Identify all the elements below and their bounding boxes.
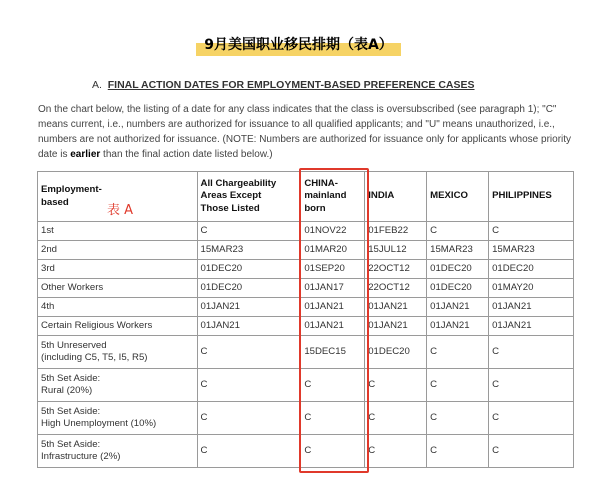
date-cell: 01JAN21 bbox=[427, 317, 489, 336]
date-cell: 01DEC20 bbox=[489, 260, 574, 279]
table-row bbox=[38, 222, 574, 241]
date-cell: 15DEC15 bbox=[301, 336, 365, 369]
date-cell: 01DEC20 bbox=[197, 260, 301, 279]
table-row bbox=[38, 435, 574, 468]
page-title-wrap bbox=[0, 32, 597, 56]
row-category-cell: 5th Set Aside: Rural (20%) bbox=[38, 369, 198, 402]
table-row bbox=[38, 336, 574, 369]
date-cell: 15MAR23 bbox=[489, 241, 574, 260]
row-category-cell: Certain Religious Workers bbox=[38, 317, 198, 336]
date-cell: 01DEC20 bbox=[365, 336, 427, 369]
table-row bbox=[38, 402, 574, 435]
date-cell: C bbox=[489, 222, 574, 241]
section-heading bbox=[92, 79, 475, 91]
date-cell: 01JAN21 bbox=[197, 298, 301, 317]
date-cell: C bbox=[197, 336, 301, 369]
row-category-cell: 1st bbox=[38, 222, 198, 241]
row-category-cell: 5th Unreserved (including C5, T5, I5, R5) bbox=[38, 336, 198, 369]
date-cell: C bbox=[365, 369, 427, 402]
date-cell: C bbox=[427, 336, 489, 369]
section-heading-text: FINAL ACTION DATES FOR EMPLOYMENT-BASED PREFERENCE CASES bbox=[107, 79, 475, 91]
column-header: INDIA bbox=[365, 172, 427, 222]
row-category-cell: 4th bbox=[38, 298, 198, 317]
row-category-cell: 5th Set Aside: High Unemployment (10%) bbox=[38, 402, 198, 435]
date-cell: 22OCT12 bbox=[365, 260, 427, 279]
row-category-cell: Other Workers bbox=[38, 279, 198, 298]
date-cell: C bbox=[427, 435, 489, 468]
date-cell: 01JAN21 bbox=[365, 317, 427, 336]
date-cell: 01JAN21 bbox=[489, 317, 574, 336]
intro-bold-word: earlier bbox=[70, 149, 101, 160]
date-cell: 01MAR20 bbox=[301, 241, 365, 260]
date-cell: C bbox=[489, 336, 574, 369]
date-cell: C bbox=[427, 402, 489, 435]
section-prefix: A. bbox=[92, 79, 102, 91]
date-cell: C bbox=[427, 222, 489, 241]
date-cell: 01JAN21 bbox=[197, 317, 301, 336]
table-row bbox=[38, 279, 574, 298]
date-cell: 01DEC20 bbox=[427, 279, 489, 298]
table-row bbox=[38, 317, 574, 336]
column-header: Employment- based bbox=[38, 172, 198, 222]
date-cell: C bbox=[489, 402, 574, 435]
date-cell: C bbox=[427, 369, 489, 402]
row-category-cell: 3rd bbox=[38, 260, 198, 279]
date-cell: C bbox=[365, 402, 427, 435]
column-header: All Chargeability Areas Except Those Listed bbox=[197, 172, 301, 222]
date-cell: 22OCT12 bbox=[365, 279, 427, 298]
table-tag-annotation: 表 A bbox=[107, 203, 134, 218]
intro-text-after: than the final action date listed below.) bbox=[100, 149, 273, 160]
date-cell: C bbox=[197, 402, 301, 435]
date-cell: C bbox=[301, 369, 365, 402]
table-row bbox=[38, 369, 574, 402]
row-category-cell: 5th Set Aside: Infrastructure (2%) bbox=[38, 435, 198, 468]
date-cell: C bbox=[197, 369, 301, 402]
date-cell: 01JAN21 bbox=[301, 317, 365, 336]
column-header: PHILIPPINES bbox=[489, 172, 574, 222]
intro-paragraph bbox=[38, 102, 574, 162]
table-body bbox=[38, 222, 574, 468]
date-cell: 01DEC20 bbox=[427, 260, 489, 279]
date-cell: C bbox=[301, 435, 365, 468]
page-title: 9月美国职业移民排期（表A） bbox=[196, 32, 401, 56]
table-row bbox=[38, 260, 574, 279]
date-cell: 15JUL12 bbox=[365, 241, 427, 260]
column-header: CHINA- mainland born bbox=[301, 172, 365, 222]
date-cell: C bbox=[197, 222, 301, 241]
date-cell: 01JAN21 bbox=[301, 298, 365, 317]
date-cell: 01JAN21 bbox=[489, 298, 574, 317]
row-category-cell: 2nd bbox=[38, 241, 198, 260]
date-cell: 01NOV22 bbox=[301, 222, 365, 241]
date-cell: 01DEC20 bbox=[197, 279, 301, 298]
date-cell: 01JAN17 bbox=[301, 279, 365, 298]
date-cell: C bbox=[489, 435, 574, 468]
date-cell: C bbox=[197, 435, 301, 468]
intro-text-before: On the chart below, the listing of a date for any class indicates that the class is oversubscribed (see paragraph 1); "C" means current, i.e., numbers are authorized for issuance to all qualified applicants; and "U" means unauthorized, i.e., numbers are not authorized for issuance. (NOTE: Numbers are authorized for issuance only for applicants whose priority date is bbox=[38, 104, 572, 160]
date-cell: 01JAN21 bbox=[365, 298, 427, 317]
date-cell: 01SEP20 bbox=[301, 260, 365, 279]
date-cell: C bbox=[301, 402, 365, 435]
date-cell: 01MAY20 bbox=[489, 279, 574, 298]
date-cell: 01FEB22 bbox=[365, 222, 427, 241]
date-cell: C bbox=[365, 435, 427, 468]
column-header: MEXICO bbox=[427, 172, 489, 222]
table-row bbox=[38, 298, 574, 317]
table-row bbox=[38, 241, 574, 260]
date-cell: 15MAR23 bbox=[427, 241, 489, 260]
date-cell: 15MAR23 bbox=[197, 241, 301, 260]
date-cell: C bbox=[489, 369, 574, 402]
date-cell: 01JAN21 bbox=[427, 298, 489, 317]
